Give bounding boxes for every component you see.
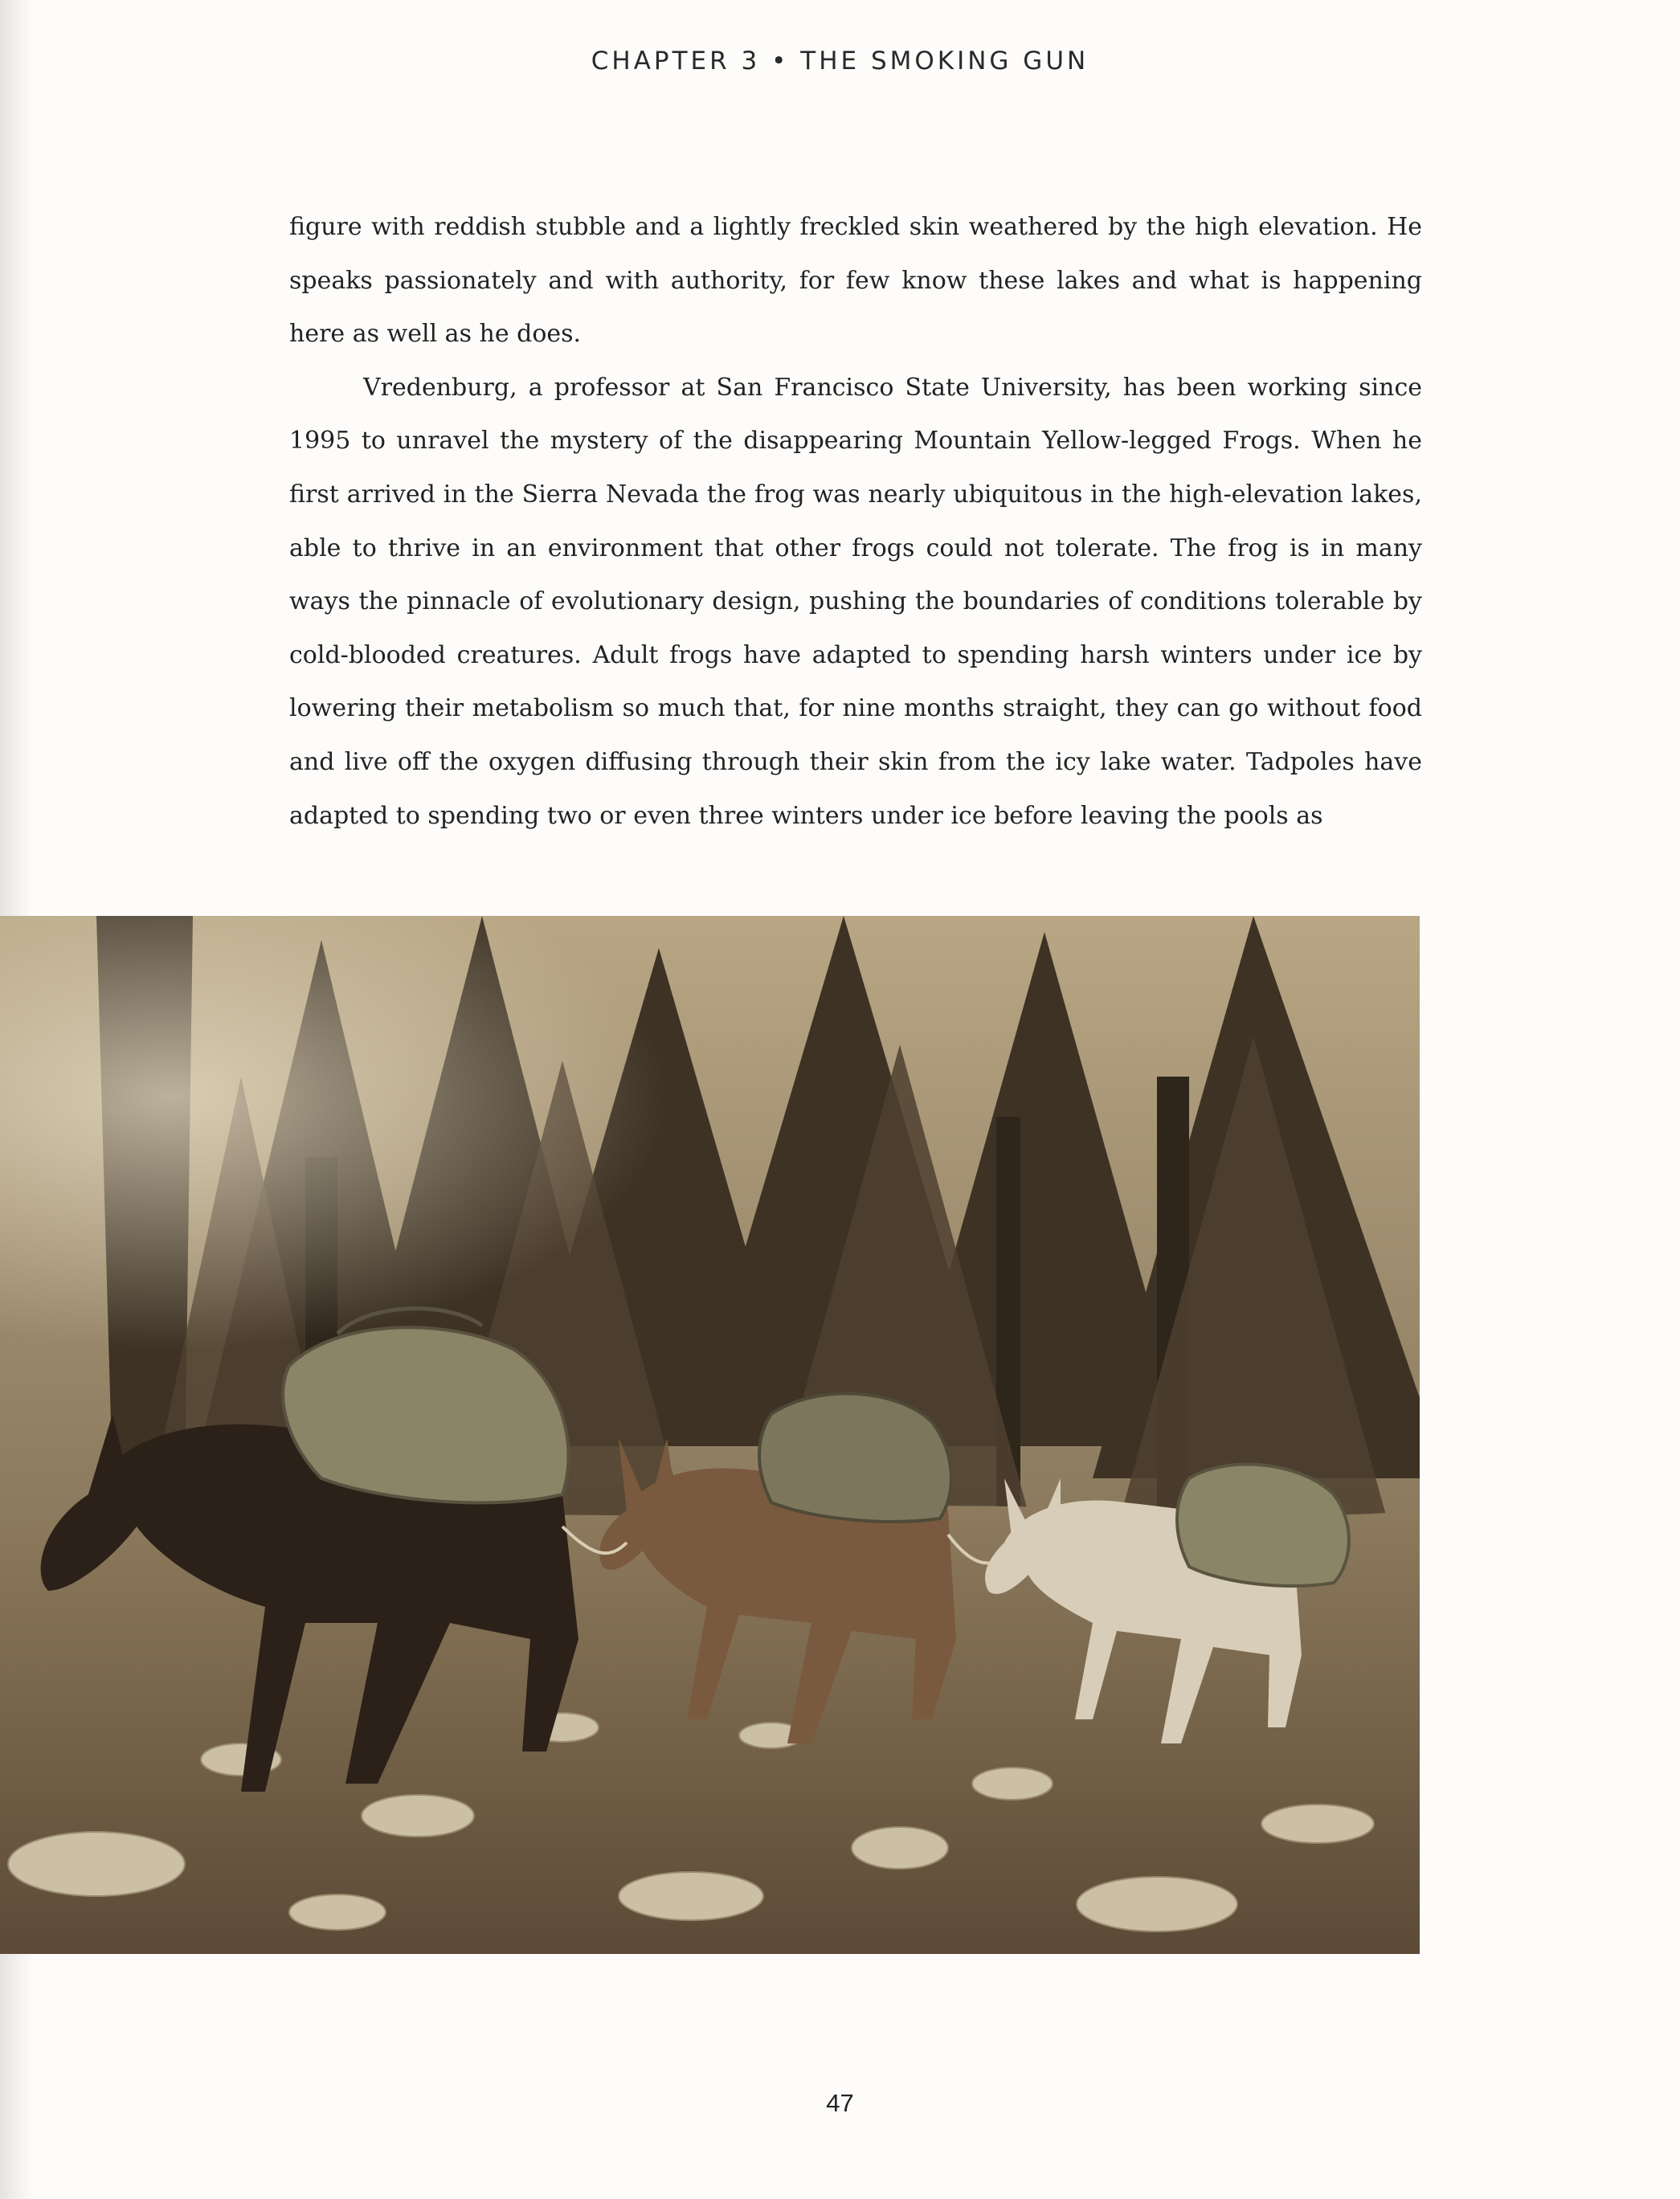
body-text [289,201,1422,843]
paragraph-continued: figure with reddish stubble and a lightly freckled skin weathered by the high elevation. He speaks passionately and with authority, for few know these lakes and what is happening here as well as he does. [289,213,1422,349]
page-number: 47 [826,2089,854,2117]
running-header: CHAPTER 3 • THE SMOKING GUN [591,47,1089,76]
paragraph-vredenburg: Vredenburg, a professor at San Francisco State University, has been working since 1995 to unravel the mystery of the disappearing Mountain Yellow-legged Frogs. When he first arrived in the Sierra Nevada the frog was nearly ubiquitous in the high-elevation lakes, able to thrive in an environment that other frogs could not tolerate. The frog is in many ways the pinnacle of evolutionary design, pushing the boundaries of conditions tolerable by cold-blooded creatures. Adult frogs have adapted to spending harsh winters under ice by lowering their metabolism so much that, for nine months straight, they can go without food and live off the oxygen diffusing through their skin from the icy lake water. Tadpoles have adapted to spending two or even three winters under ice before leaving the pools as [289,373,1422,830]
pack-mules-photo [0,916,1420,1954]
